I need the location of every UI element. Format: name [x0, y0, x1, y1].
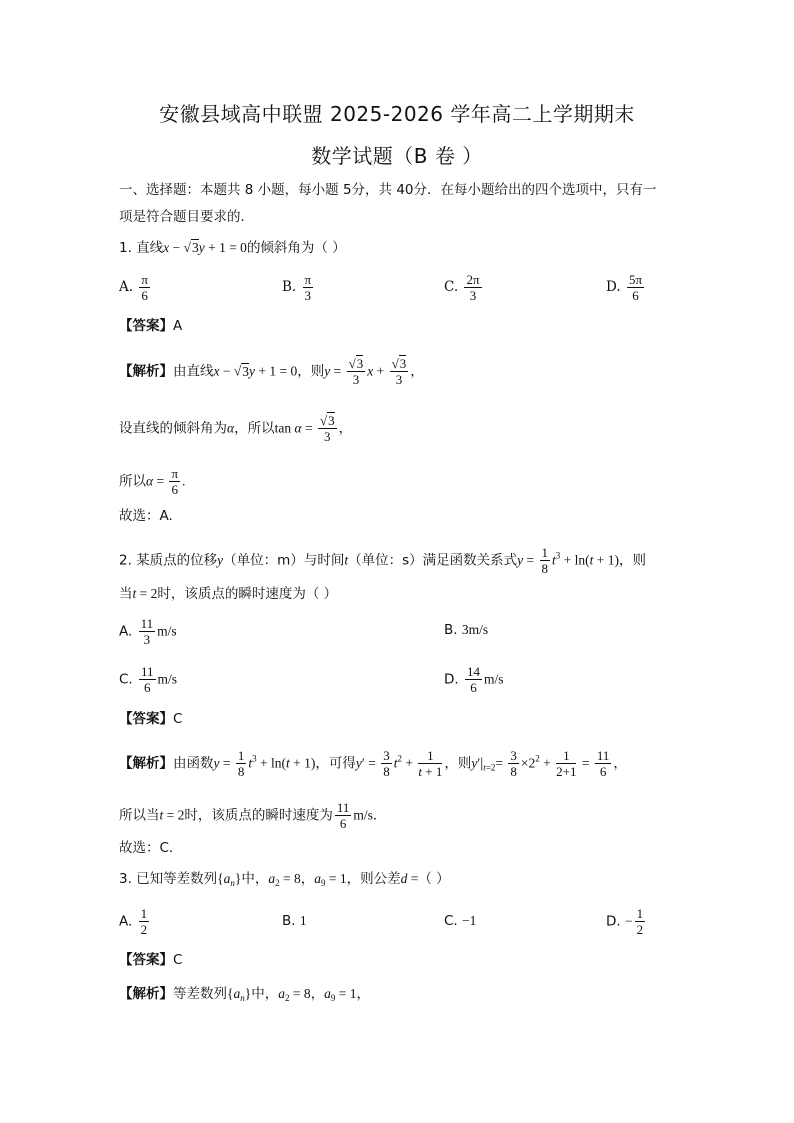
q2-analysis-line2: 所以当t = 2时，该质点的瞬时速度为 $\frac{11}{6}$ m/s． — [119, 800, 387, 831]
question-2-line2: 当t = 2时，该质点的瞬时速度为（ ） — [119, 586, 338, 602]
q2-answer: 【答案】C — [119, 711, 183, 727]
q2-analysis-line1: 【解析】由函数y = $\frac{1}{8}$ $t^3 + \ln(t + 1)$，可得y′ = $\frac{3}{8}$ $t^2$ + $\frac{1}{t + 1}$ ，则$y'|_{t=2}=$ $\frac{3}{8}$ $\times 2^2$ + $\frac{1}{2+1}$ = $\frac{11}{6}$ ， — [119, 748, 627, 779]
q2-option-c: C. $\frac{11}{6}$ m/s — [119, 664, 178, 695]
q2-option-a: A. $\frac{11}{3}$ m/s — [119, 616, 177, 647]
q2-conclusion: 故选：C. — [119, 840, 174, 856]
q3-option-b: B. 1 — [282, 913, 307, 929]
q3-option-a: A. $\frac{1}{2}$ — [119, 906, 148, 937]
section-intro-line2: 项是符合题目要求的． — [119, 209, 254, 225]
question-2-line1: 2. 某质点的位移y（单位：m）与时间t（单位：s）满足函数关系式y = $\frac{1}{8}$ $t^3 + \ln(t + 1)$，则 — [119, 545, 647, 576]
q1-analysis-line2: 设直线的倾斜角为α，所以tan α = $\frac{√3}{3}$ ， — [119, 413, 353, 444]
q1-analysis-line1: 【解析】由直线x − √3y + 1 = 0，则y = $\frac{√3}{3}$ x + $\frac{√3}{3}$ ， — [119, 356, 424, 387]
q1-option-a: A. $\frac{\pi}{6}$ — [119, 272, 148, 303]
q3-option-c: C. −1 — [444, 913, 477, 929]
question-1: 1. 直线x − √3y + 1 = 0的倾斜角为（ ） — [119, 240, 346, 256]
q3-analysis-line1: 【解析】等差数列$\{a_n\}$中，$a_2 = 8$，$a_9 = 1$， — [119, 986, 370, 1003]
q1-answer: 【答案】A — [119, 318, 183, 334]
q1-option-b: B. $\frac{\pi}{3}$ — [282, 272, 312, 303]
q3-answer: 【答案】C — [119, 952, 183, 968]
q2-option-b: B. 3m/s — [444, 622, 489, 638]
q1-option-c: C. $\frac{2\pi}{3}$ — [444, 272, 480, 303]
question-3: 3. 已知等差数列$\{a_n\}$中，$a_2 = 8$，$a_9 = 1$，则公差d =（ ） — [119, 871, 450, 888]
exam-subtitle: 数学试题（B 卷 ） — [311, 144, 483, 168]
q1-option-d: D. $\frac{5\pi}{6}$ — [606, 272, 643, 303]
section-intro-line1: 一、选择题：本题共 8 小题，每小题 5分，共 40分．在每小题给出的四个选项中，只有一 — [119, 182, 657, 198]
q3-option-d: D. − $\frac{1}{2}$ — [606, 906, 644, 937]
exam-title: 安徽县域高中联盟 2025-2026 学年高二上学期期末 — [159, 102, 635, 126]
q2-option-d: D. $\frac{14}{6}$ m/s — [444, 664, 504, 695]
q1-conclusion: 故选：A. — [119, 508, 173, 524]
q1-analysis-line3: 所以α = $\frac{\pi}{6}$ . — [119, 466, 186, 497]
